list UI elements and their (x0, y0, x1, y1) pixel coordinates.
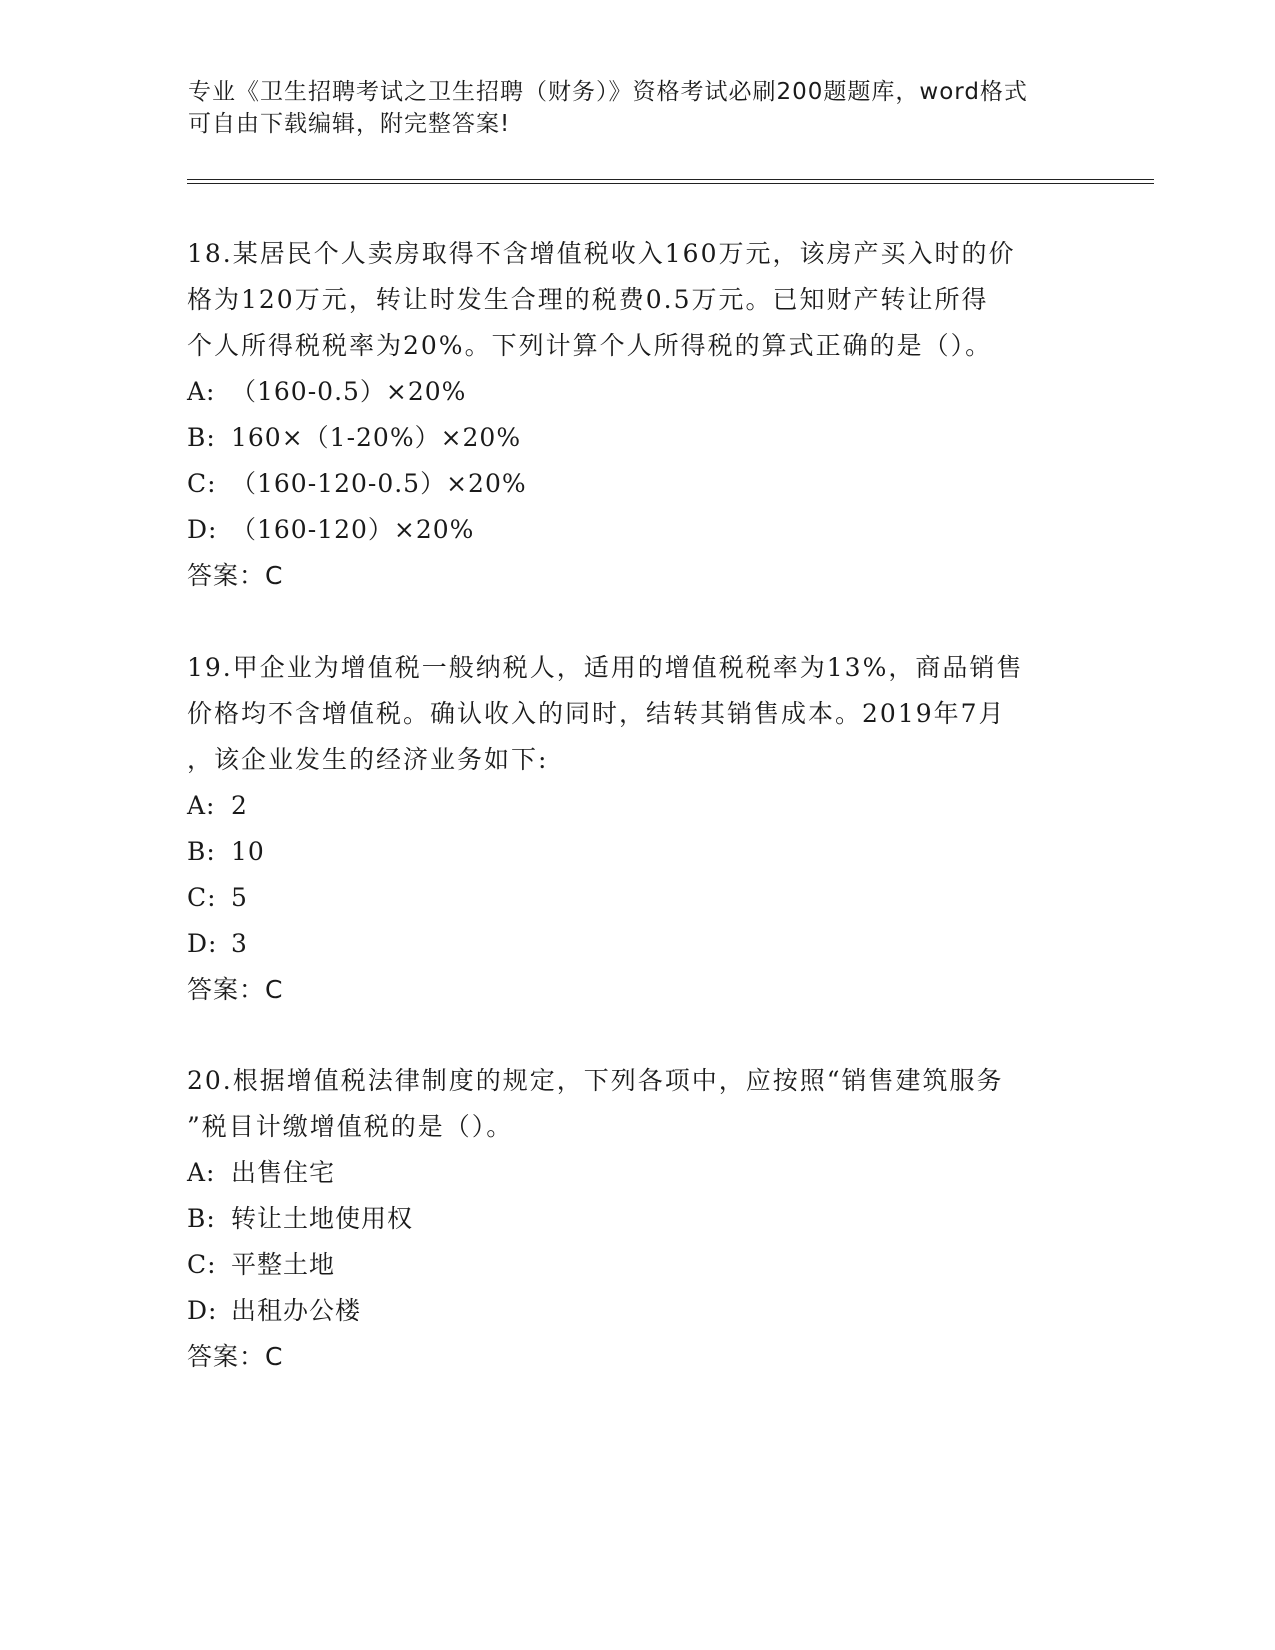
option-text: 5 (231, 883, 248, 912)
option-c (187, 1242, 1087, 1288)
option-key: A: (187, 791, 216, 820)
option-d (187, 507, 1087, 553)
option-key: D: (187, 1296, 218, 1325)
answer-line: 答案：C (187, 561, 284, 590)
question-text-line: 价格均不含增值税。确认收入的同时，结转其销售成本。2019年7月 (187, 699, 1006, 728)
document-header (188, 76, 1088, 140)
option-text: 出租办公楼 (231, 1296, 362, 1325)
option-b (187, 1196, 1087, 1242)
option-text: 2 (231, 791, 248, 820)
option-a (187, 1150, 1087, 1196)
option-key: C: (187, 883, 217, 912)
option-text: 160×（1-20%）×20% (231, 423, 522, 452)
option-key: B: (187, 1204, 216, 1233)
option-d (187, 921, 1087, 967)
option-key: A: (187, 377, 216, 406)
option-text: 3 (231, 929, 248, 958)
question-text-line: ”税目计缴增值税的是（）。 (187, 1112, 514, 1141)
option-b (187, 829, 1087, 875)
question-19 (187, 645, 1087, 1013)
option-text: 10 (231, 837, 265, 866)
option-b (187, 415, 1087, 461)
question-text-line: 20.根据增值税法律制度的规定，下列各项中，应按照“销售建筑服务 (187, 1066, 1004, 1095)
option-a (187, 369, 1087, 415)
option-key: C: (187, 469, 217, 498)
header-divider-top (187, 179, 1154, 180)
header-line-2: 可自由下载编辑，附完整答案! (188, 111, 511, 137)
option-text: （160-120）×20% (231, 515, 475, 544)
header-divider-bottom (187, 183, 1154, 184)
option-key: B: (187, 423, 216, 452)
option-key: D: (187, 929, 218, 958)
option-text: 出售住宅 (231, 1158, 336, 1187)
option-a (187, 783, 1087, 829)
question-text-line: ，该企业发生的经济业务如下: (187, 745, 549, 774)
question-text-line: 18.某居民个人卖房取得不含增值税收入160万元，该房产买入时的价 (187, 239, 1016, 268)
option-text: （160-0.5）×20% (231, 377, 467, 406)
option-d (187, 1288, 1087, 1334)
option-c (187, 875, 1087, 921)
header-line-1: 专业《卫生招聘考试之卫生招聘（财务）》资格考试必刷200题题库，word格式 (188, 79, 1028, 105)
option-key: B: (187, 837, 216, 866)
answer-line: 答案：C (187, 1342, 284, 1371)
option-text: 转让土地使用权 (231, 1204, 414, 1233)
option-text: 平整土地 (231, 1250, 336, 1279)
answer-line: 答案：C (187, 975, 284, 1004)
question-text-line: 格为120万元，转让时发生合理的税费0.5万元。已知财产转让所得 (187, 285, 989, 314)
option-text: （160-120-0.5）×20% (231, 469, 527, 498)
question-text-line: 19.甲企业为增值税一般纳税人，适用的增值税税率为13%，商品销售 (187, 653, 1024, 682)
option-key: C: (187, 1250, 217, 1279)
question-20 (187, 1058, 1087, 1380)
option-key: A: (187, 1158, 216, 1187)
option-c (187, 461, 1087, 507)
option-key: D: (187, 515, 218, 544)
question-18 (187, 231, 1087, 599)
question-text-line: 个人所得税税率为20%。下列计算个人所得税的算式正确的是（）。 (187, 331, 993, 360)
